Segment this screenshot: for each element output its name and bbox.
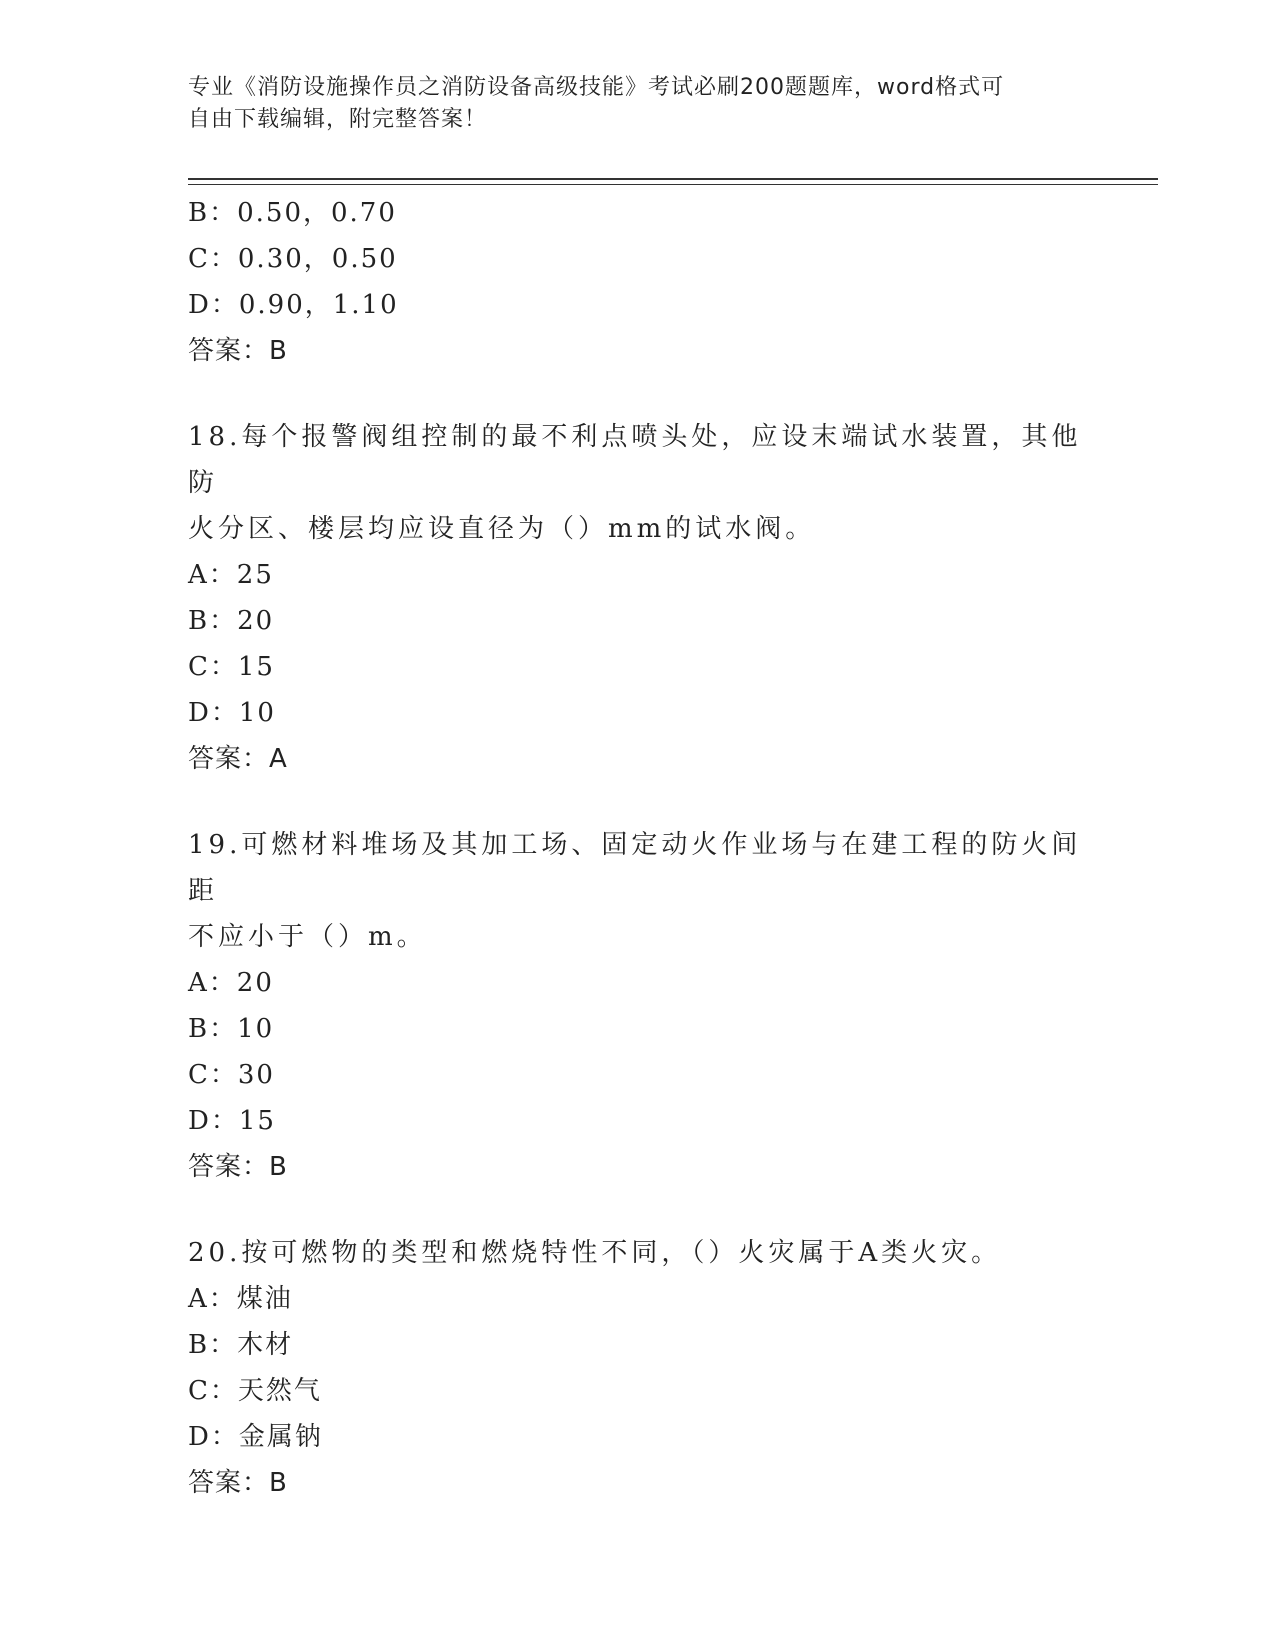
- answer: 答案：A: [188, 744, 288, 774]
- header-line-2: 自由下载编辑，附完整答案！: [188, 107, 488, 132]
- option-d: D：0.90，1.10: [188, 290, 399, 320]
- question-text-line-1: 18.每个报警阀组控制的最不利点喷头处，应设末端试水装置，其他防: [188, 422, 1082, 498]
- header-divider-thin: [188, 184, 1158, 185]
- question-text: [188, 822, 1088, 960]
- option-d: D：金属钠: [188, 1422, 323, 1452]
- answer: 答案：B: [188, 1468, 288, 1498]
- header-line-1: 专业《消防设施操作员之消防设备高级技能》考试必刷200题题库，word格式可: [188, 75, 1005, 100]
- question-17: [188, 190, 1088, 374]
- question-list: [188, 190, 1088, 1506]
- option-b: B：0.50，0.70: [188, 198, 397, 228]
- option-d: D：10: [188, 698, 276, 728]
- option-c: C：天然气: [188, 1376, 322, 1406]
- option-b: B：木材: [188, 1330, 294, 1360]
- option-c: C：15: [188, 652, 275, 682]
- question-text-line-2: 火分区、楼层均应设直径为（）mm的试水阀。: [188, 514, 816, 544]
- document-header: [188, 72, 1088, 136]
- question-text-line-2: 不应小于（）m。: [188, 922, 427, 952]
- question-text-line-1: 19.可燃材料堆场及其加工场、固定动火作业场与在建工程的防火间距: [188, 830, 1082, 906]
- question-text-line-1: 20.按可燃物的类型和燃烧特性不同，（）火灾属于A类火灾。: [188, 1238, 1002, 1268]
- option-b: B：10: [188, 1014, 275, 1044]
- option-a: A：25: [188, 560, 274, 590]
- header-divider-thick: [188, 178, 1158, 180]
- option-c: C：30: [188, 1060, 275, 1090]
- option-a: A：20: [188, 968, 274, 998]
- question-20: [188, 1230, 1088, 1506]
- option-a: A：煤油: [188, 1284, 293, 1314]
- option-d: D：15: [188, 1106, 276, 1136]
- question-18: [188, 414, 1088, 782]
- answer: 答案：B: [188, 336, 288, 366]
- question-19: [188, 822, 1088, 1190]
- option-c: C：0.30，0.50: [188, 244, 398, 274]
- question-text: [188, 1230, 1088, 1276]
- answer: 答案：B: [188, 1152, 288, 1182]
- option-b: B：20: [188, 606, 275, 636]
- question-text: [188, 414, 1088, 552]
